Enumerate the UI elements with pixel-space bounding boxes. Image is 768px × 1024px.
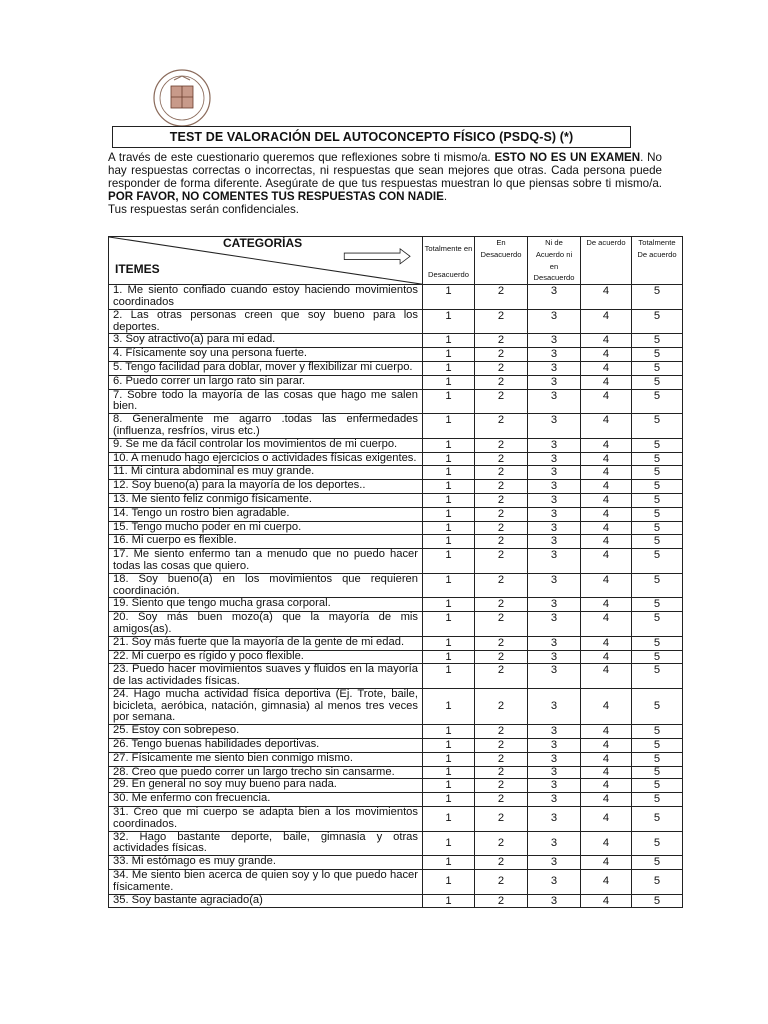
scale-option-1[interactable]: 1 (423, 612, 475, 637)
scale-option-2[interactable]: 2 (475, 507, 528, 521)
scale-option-3[interactable]: 3 (528, 636, 581, 650)
scale-option-5[interactable]: 5 (632, 807, 683, 832)
scale-option-5[interactable]: 5 (632, 389, 683, 414)
scale-header-2: En Desacuerdo (475, 237, 528, 285)
table-row (109, 831, 683, 856)
items-label: ITEMES (115, 262, 160, 276)
table-row (109, 612, 683, 637)
scale-option-1[interactable]: 1 (423, 752, 475, 766)
scale-option-5[interactable]: 5 (632, 285, 683, 310)
scale-header-3: Ni de Acuerdo ni en Desacuerdo (528, 237, 581, 285)
scale-option-2[interactable]: 2 (475, 752, 528, 766)
table-row (109, 739, 683, 753)
scale-option-5[interactable]: 5 (632, 739, 683, 753)
scale-option-5[interactable]: 5 (632, 361, 683, 375)
scale-option-4[interactable]: 4 (581, 688, 632, 724)
scale-option-4[interactable]: 4 (581, 361, 632, 375)
scale-option-4[interactable]: 4 (581, 438, 632, 452)
scale-option-1[interactable]: 1 (423, 688, 475, 724)
table-row (109, 438, 683, 452)
scale-option-2[interactable]: 2 (475, 650, 528, 664)
table-row (109, 334, 683, 348)
table-row (109, 389, 683, 414)
scale-option-2[interactable]: 2 (475, 348, 528, 362)
scale-option-3[interactable]: 3 (528, 375, 581, 389)
table-row (109, 493, 683, 507)
table-row (109, 573, 683, 598)
scale-option-5[interactable]: 5 (632, 752, 683, 766)
scale-option-1[interactable]: 1 (423, 807, 475, 832)
table-row (109, 414, 683, 439)
scale-option-1[interactable]: 1 (423, 521, 475, 535)
scale-option-5[interactable]: 5 (632, 779, 683, 793)
item-text: 11. Mi cintura abdominal es muy grande. (109, 466, 423, 480)
scale-option-3[interactable]: 3 (528, 725, 581, 739)
scale-option-5[interactable]: 5 (632, 375, 683, 389)
item-text: 1. Me siento confiado cuando estoy haciendo movimientos coordinados (109, 285, 423, 310)
scale-option-5[interactable]: 5 (632, 334, 683, 348)
intro-text-2: . No hay respuestas correctas o incorrectas, ni respuestas que sean mejores que otras. Cada persona puede responder de forma diferente. Asegúrate de que tus respuestas muestran lo que piensas sobre ti mismo/a. (108, 151, 663, 190)
header-row (109, 237, 683, 285)
table-row (109, 779, 683, 793)
table-row (109, 725, 683, 739)
scale-option-3[interactable]: 3 (528, 598, 581, 612)
scale-option-2[interactable]: 2 (475, 831, 528, 856)
scale-option-3[interactable]: 3 (528, 650, 581, 664)
scale-option-2[interactable]: 2 (475, 493, 528, 507)
scale-option-5[interactable]: 5 (632, 636, 683, 650)
scale-option-1[interactable]: 1 (423, 334, 475, 348)
scale-option-4[interactable]: 4 (581, 309, 632, 334)
scale-option-1[interactable]: 1 (423, 285, 475, 310)
item-text: 14. Tengo un rostro bien agradable. (109, 507, 423, 521)
scale-option-4[interactable]: 4 (581, 414, 632, 439)
scale-header-1 (423, 237, 475, 285)
scale-header-5: Totalmente De acuerdo (632, 237, 683, 285)
scale-option-1[interactable]: 1 (423, 766, 475, 779)
scale-option-3[interactable]: 3 (528, 361, 581, 375)
item-text: 28. Creo que puedo correr un largo trecho sin cansarme. (109, 766, 423, 779)
scale-option-2[interactable]: 2 (475, 573, 528, 598)
scale-option-4[interactable]: 4 (581, 831, 632, 856)
table-row (109, 361, 683, 375)
item-text: 18. Soy bueno(a) en los movimientos que requieren coordinación. (109, 573, 423, 598)
scale-option-5[interactable]: 5 (632, 493, 683, 507)
scale-option-1[interactable]: 1 (423, 414, 475, 439)
scale-option-1[interactable]: 1 (423, 894, 475, 908)
scale-option-4[interactable]: 4 (581, 334, 632, 348)
scale-option-2[interactable]: 2 (475, 870, 528, 895)
scale-option-1[interactable]: 1 (423, 389, 475, 414)
item-text: 26. Tengo buenas habilidades deportivas. (109, 739, 423, 753)
document-title: TEST DE VALORACIÓN DEL AUTOCONCEPTO FÍSICO (PSDQ-S) (*) (112, 126, 631, 148)
intro-text-3: . (443, 190, 448, 203)
scale-option-4[interactable]: 4 (581, 612, 632, 637)
table-row (109, 375, 683, 389)
scale-option-4[interactable]: 4 (581, 375, 632, 389)
scale-option-2[interactable]: 2 (475, 285, 528, 310)
scale-option-5[interactable]: 5 (632, 507, 683, 521)
scale-option-5[interactable]: 5 (632, 438, 683, 452)
scale-option-4[interactable]: 4 (581, 466, 632, 480)
table-row (109, 650, 683, 664)
scale-option-5[interactable]: 5 (632, 573, 683, 598)
scale-option-5[interactable]: 5 (632, 521, 683, 535)
scale-option-1[interactable]: 1 (423, 493, 475, 507)
scale-option-4[interactable]: 4 (581, 285, 632, 310)
scale-option-5[interactable]: 5 (632, 612, 683, 637)
scale-header-4: De acuerdo (581, 237, 632, 285)
scale-option-3[interactable]: 3 (528, 389, 581, 414)
table-row (109, 766, 683, 779)
scale-option-1[interactable]: 1 (423, 870, 475, 895)
scale-option-4[interactable]: 4 (581, 807, 632, 832)
scale-option-2[interactable]: 2 (475, 779, 528, 793)
table-row (109, 793, 683, 807)
scale-option-2[interactable]: 2 (475, 375, 528, 389)
item-text: 3. Soy atractivo(a) para mi edad. (109, 334, 423, 348)
scale-option-3[interactable]: 3 (528, 793, 581, 807)
scale-option-3[interactable]: 3 (528, 438, 581, 452)
table-row (109, 466, 683, 480)
scale-option-1[interactable]: 1 (423, 793, 475, 807)
table-row (109, 856, 683, 870)
scale-option-2[interactable]: 2 (475, 414, 528, 439)
scale-option-2[interactable]: 2 (475, 725, 528, 739)
scale-option-2[interactable]: 2 (475, 466, 528, 480)
scale-option-3[interactable]: 3 (528, 664, 581, 689)
scale-option-2[interactable]: 2 (475, 438, 528, 452)
scale-option-2[interactable]: 2 (475, 793, 528, 807)
scale-option-5[interactable]: 5 (632, 452, 683, 466)
table-row (109, 521, 683, 535)
scale-option-2[interactable]: 2 (475, 389, 528, 414)
scale-option-2[interactable]: 2 (475, 480, 528, 494)
item-text: 35. Soy bastante agraciado(a) (109, 894, 423, 908)
scale-option-5[interactable]: 5 (632, 480, 683, 494)
scale-option-5[interactable]: 5 (632, 894, 683, 908)
scale-option-2[interactable]: 2 (475, 688, 528, 724)
scale-option-5[interactable]: 5 (632, 831, 683, 856)
scale-option-5[interactable]: 5 (632, 793, 683, 807)
scale-option-4[interactable]: 4 (581, 598, 632, 612)
scale-option-1[interactable]: 1 (423, 831, 475, 856)
table-row (109, 636, 683, 650)
table-row (109, 480, 683, 494)
scale-option-3[interactable]: 3 (528, 807, 581, 832)
item-text: 12. Soy bueno(a) para la mayoría de los deportes.. (109, 480, 423, 494)
item-text: 25. Estoy con sobrepeso. (109, 725, 423, 739)
scale-option-4[interactable]: 4 (581, 348, 632, 362)
scale-option-5[interactable]: 5 (632, 688, 683, 724)
item-text: 4. Físicamente soy una persona fuerte. (109, 348, 423, 362)
scale-option-4[interactable]: 4 (581, 535, 632, 549)
scale-option-3[interactable]: 3 (528, 493, 581, 507)
scale-option-5[interactable]: 5 (632, 650, 683, 664)
item-text: 34. Me siento bien acerca de quien soy y lo que puedo hacer físicamente. (109, 870, 423, 895)
scale-option-4[interactable]: 4 (581, 870, 632, 895)
scale-option-2[interactable]: 2 (475, 894, 528, 908)
scale-option-3[interactable]: 3 (528, 779, 581, 793)
scale-option-1[interactable]: 1 (423, 739, 475, 753)
scale-option-3[interactable]: 3 (528, 452, 581, 466)
item-text: 31. Creo que mi cuerpo se adapta bien a los movimientos coordinados. (109, 807, 423, 832)
scale-option-3[interactable]: 3 (528, 348, 581, 362)
scale-option-2[interactable]: 2 (475, 612, 528, 637)
scale-option-5[interactable]: 5 (632, 549, 683, 574)
scale-option-5[interactable]: 5 (632, 766, 683, 779)
university-crest-logo (152, 68, 212, 128)
scale-option-4[interactable]: 4 (581, 793, 632, 807)
scale-option-4[interactable]: 4 (581, 739, 632, 753)
instructions (108, 151, 662, 216)
item-text: 29. En general no soy muy bueno para nada. (109, 779, 423, 793)
scale-option-4[interactable]: 4 (581, 389, 632, 414)
scale-option-3[interactable]: 3 (528, 507, 581, 521)
scale-option-1[interactable]: 1 (423, 535, 475, 549)
scale-option-4[interactable]: 4 (581, 480, 632, 494)
intro-text-1: A través de este cuestionario queremos que reflexiones sobre ti mismo/a. (108, 151, 495, 164)
item-text: 8. Generalmente me agarro .todas las enfermedades (influenza, resfríos, virus etc.) (109, 414, 423, 439)
scale-option-4[interactable]: 4 (581, 856, 632, 870)
scale-option-5[interactable]: 5 (632, 348, 683, 362)
scale-option-4[interactable]: 4 (581, 766, 632, 779)
scale-option-2[interactable]: 2 (475, 549, 528, 574)
scale-option-2[interactable]: 2 (475, 521, 528, 535)
scale-option-3[interactable]: 3 (528, 612, 581, 637)
scale-option-1[interactable]: 1 (423, 664, 475, 689)
scale-option-1[interactable]: 1 (423, 636, 475, 650)
scale-option-1[interactable]: 1 (423, 466, 475, 480)
table-row (109, 549, 683, 574)
scale-option-1[interactable]: 1 (423, 480, 475, 494)
scale-option-4[interactable]: 4 (581, 521, 632, 535)
category-header-cell (109, 237, 423, 285)
table-row (109, 894, 683, 908)
scale-option-3[interactable]: 3 (528, 894, 581, 908)
scale-option-4[interactable]: 4 (581, 752, 632, 766)
scale-option-5[interactable]: 5 (632, 870, 683, 895)
scale-option-1[interactable]: 1 (423, 549, 475, 574)
scale-option-3[interactable]: 3 (528, 856, 581, 870)
item-text: 20. Soy más buen mozo(a) que la mayoría de mis amigos(as). (109, 612, 423, 637)
scale-option-3[interactable]: 3 (528, 739, 581, 753)
item-text: 32. Hago bastante deporte, baile, gimnasia y otras actividades físicas. (109, 831, 423, 856)
scale-option-2[interactable]: 2 (475, 452, 528, 466)
scale-option-2[interactable]: 2 (475, 309, 528, 334)
scale-option-2[interactable]: 2 (475, 664, 528, 689)
scale-option-3[interactable]: 3 (528, 285, 581, 310)
scale-option-5[interactable]: 5 (632, 725, 683, 739)
item-text: 19. Siento que tengo mucha grasa corporal. (109, 598, 423, 612)
scale-option-2[interactable]: 2 (475, 535, 528, 549)
table-row (109, 688, 683, 724)
scale-option-2[interactable]: 2 (475, 636, 528, 650)
scale-option-3[interactable]: 3 (528, 521, 581, 535)
scale-option-3[interactable]: 3 (528, 549, 581, 574)
item-text: 30. Me enfermo con frecuencia. (109, 793, 423, 807)
scale-option-4[interactable]: 4 (581, 507, 632, 521)
scale-option-3[interactable]: 3 (528, 334, 581, 348)
scale-option-4[interactable]: 4 (581, 573, 632, 598)
table-row (109, 807, 683, 832)
scale-option-1[interactable]: 1 (423, 856, 475, 870)
item-text: 16. Mi cuerpo es flexible. (109, 535, 423, 549)
scale-option-2[interactable]: 2 (475, 856, 528, 870)
table-row (109, 535, 683, 549)
scale-option-3[interactable]: 3 (528, 831, 581, 856)
item-text: 24. Hago mucha actividad física deportiva (Ej. Trote, baile, bicicleta, aeróbica, natación, gimnasia) al menos tres veces por semana. (109, 688, 423, 724)
scale-option-4[interactable]: 4 (581, 549, 632, 574)
item-text: 33. Mi estómago es muy grande. (109, 856, 423, 870)
scale-option-3[interactable]: 3 (528, 466, 581, 480)
scale-option-1[interactable]: 1 (423, 725, 475, 739)
scale-option-1[interactable]: 1 (423, 598, 475, 612)
scale-option-5[interactable]: 5 (632, 309, 683, 334)
scale-option-1[interactable]: 1 (423, 375, 475, 389)
scale-option-4[interactable]: 4 (581, 650, 632, 664)
item-text: 22. Mi cuerpo es rígido y poco flexible. (109, 650, 423, 664)
item-text: 10. A menudo hago ejercicios o actividades físicas exigentes. (109, 452, 423, 466)
scale-option-1[interactable]: 1 (423, 309, 475, 334)
scale-option-5[interactable]: 5 (632, 414, 683, 439)
item-text: 7. Sobre todo la mayoría de las cosas que hago me salen bien. (109, 389, 423, 414)
scale-option-4[interactable]: 4 (581, 636, 632, 650)
scale-option-3[interactable]: 3 (528, 573, 581, 598)
scale-header-1-top: Totalmente en (424, 244, 473, 253)
item-text: 21. Soy más fuerte que la mayoría de la gente de mi edad. (109, 636, 423, 650)
scale-header-1-bottom: Desacuerdo (428, 270, 469, 280)
scale-option-4[interactable]: 4 (581, 779, 632, 793)
scale-option-2[interactable]: 2 (475, 739, 528, 753)
item-text: 23. Puedo hacer movimientos suaves y fluidos en la mayoría de las actividades físicas. (109, 664, 423, 689)
scale-option-1[interactable]: 1 (423, 452, 475, 466)
table-row (109, 452, 683, 466)
scale-option-1[interactable]: 1 (423, 438, 475, 452)
scale-option-1[interactable]: 1 (423, 361, 475, 375)
scale-option-1[interactable]: 1 (423, 779, 475, 793)
item-text: 2. Las otras personas creen que soy bueno para los deportes. (109, 309, 423, 334)
scale-option-3[interactable]: 3 (528, 480, 581, 494)
scale-option-2[interactable]: 2 (475, 807, 528, 832)
scale-option-5[interactable]: 5 (632, 598, 683, 612)
scale-option-4[interactable]: 4 (581, 452, 632, 466)
scale-option-4[interactable]: 4 (581, 493, 632, 507)
item-text: 6. Puedo correr un largo rato sin parar. (109, 375, 423, 389)
scale-option-2[interactable]: 2 (475, 361, 528, 375)
item-text: 9. Se me da fácil controlar los movimientos de mi cuerpo. (109, 438, 423, 452)
item-text: 13. Me siento feliz conmigo físicamente. (109, 493, 423, 507)
scale-option-5[interactable]: 5 (632, 535, 683, 549)
categories-label: CATEGORÍAS (223, 236, 303, 250)
scale-option-3[interactable]: 3 (528, 414, 581, 439)
scale-option-3[interactable]: 3 (528, 535, 581, 549)
scale-option-4[interactable]: 4 (581, 725, 632, 739)
intro-bold-2: POR FAVOR, NO COMENTES TUS RESPUESTAS CON NADIE (108, 190, 444, 203)
table-row (109, 285, 683, 310)
scale-option-3[interactable]: 3 (528, 766, 581, 779)
scale-option-3[interactable]: 3 (528, 752, 581, 766)
scale-option-2[interactable]: 2 (475, 766, 528, 779)
item-text: 15. Tengo mucho poder en mi cuerpo. (109, 521, 423, 535)
table-row (109, 664, 683, 689)
intro-bold-1: ESTO NO ES UN EXAMEN (494, 151, 641, 164)
scale-option-2[interactable]: 2 (475, 334, 528, 348)
table-row (109, 309, 683, 334)
item-text: 27. Físicamente me siento bien conmigo mismo. (109, 752, 423, 766)
scale-option-5[interactable]: 5 (632, 466, 683, 480)
table-row (109, 870, 683, 895)
table-row (109, 507, 683, 521)
scale-option-3[interactable]: 3 (528, 870, 581, 895)
table-row (109, 598, 683, 612)
scale-option-1[interactable]: 1 (423, 650, 475, 664)
scale-option-1[interactable]: 1 (423, 507, 475, 521)
scale-option-1[interactable]: 1 (423, 348, 475, 362)
scale-option-5[interactable]: 5 (632, 664, 683, 689)
scale-option-3[interactable]: 3 (528, 309, 581, 334)
item-text: 5. Tengo facilidad para doblar, mover y flexibilizar mi cuerpo. (109, 361, 423, 375)
item-text: 17. Me siento enfermo tan a menudo que no puedo hacer todas las cosas que quiero. (109, 549, 423, 574)
scale-option-3[interactable]: 3 (528, 688, 581, 724)
scale-option-2[interactable]: 2 (475, 598, 528, 612)
table-row (109, 348, 683, 362)
scale-option-5[interactable]: 5 (632, 856, 683, 870)
scale-option-4[interactable]: 4 (581, 894, 632, 908)
intro-confidential: Tus respuestas serán confidenciales. (108, 203, 299, 216)
table-row (109, 752, 683, 766)
scale-option-4[interactable]: 4 (581, 664, 632, 689)
scale-option-1[interactable]: 1 (423, 573, 475, 598)
questionnaire-table (108, 236, 683, 908)
